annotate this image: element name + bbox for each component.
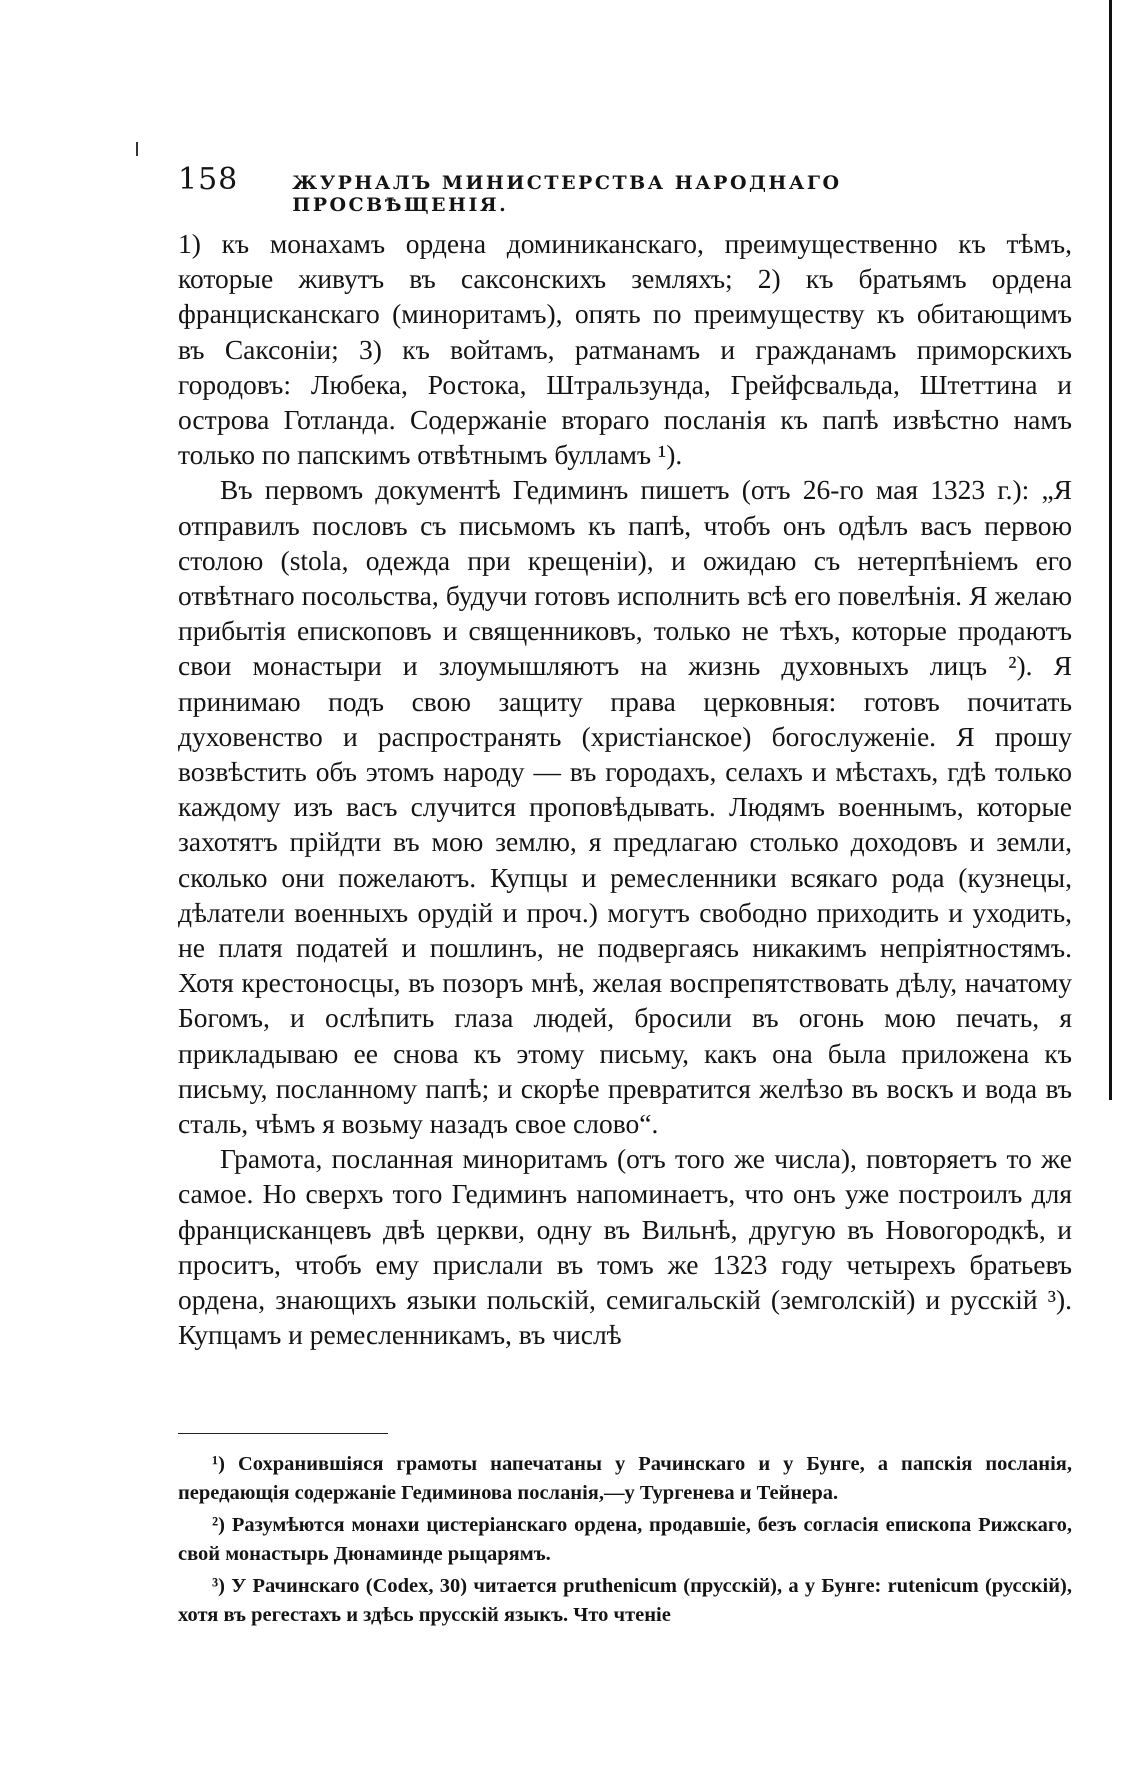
scan-edge-line — [1109, 0, 1112, 1100]
running-title: ЖУРНАЛЪ МИНИСТЕРСТВА НАРОДНАГО ПРОСВѢЩЕНІЯ. — [292, 172, 842, 216]
scan-mark — [136, 142, 138, 156]
paragraph-1: 1) къ монахамъ ордена доминиканскаго, преимущественно къ тѣмъ, которые живутъ въ саксонскихъ земляхъ; 2) къ братьямъ ордена францисканскаго (миноритамъ), опять по преимуществу къ обитающимъ въ Саксоніи; 3) къ войтамъ, ратманамъ и гражданамъ приморскихъ городовъ: Любека, Ростока, Штральзунда, Грейфсвальда, Штеттина и острова Готланда. Содержаніе втораго посланія къ папѣ извѣстно намъ только по папскимъ отвѣтнымъ булламъ ¹). — [178, 228, 1072, 471]
footnote-2: ²) Разумѣются монахи цистеріанскаго ордена, продавшіе, безъ согласія епископа Рижскаго, свой монастырь Дюнаминде рыцарямъ. — [178, 1514, 1072, 1565]
footnote-divider — [178, 1433, 388, 1434]
page-header — [178, 162, 958, 216]
footnote-3: ³) У Рачинскаго (Codex, 30) читается pruthenicum (прусскій), а у Бунге: rutenicum (русскій), хотя въ регестахъ и здѣсь прусскій языкъ. Что чтеніе — [178, 1575, 1072, 1626]
paragraph-3: Грамота, посланная миноритамъ (отъ того же числа), повторяетъ то же самое. Но сверхъ того Гедиминъ напоминаетъ, что онъ уже построилъ для францисканцевъ двѣ церкви, одну въ Вильнѣ, другую въ Новогородкѣ, и проситъ, чтобъ ему прислали въ томъ же 1323 году четырехъ братьевъ ордена, знающихъ языки польскій, семигальскій (земголскій) и русскій ³). Купцамъ и ремесленникамъ, въ числѣ — [178, 1143, 1072, 1351]
paragraph-2: Въ первомъ документѣ Гедиминъ пишетъ (отъ 26-го мая 1323 г.): „Я отправилъ пословъ съ письмомъ къ папѣ, чтобъ онъ одѣлъ васъ первою столою (stola, одежда при крещеніи), и ожидаю съ нетерпѣніемъ его отвѣтнаго посольства, будучи готовъ исполнить всѣ его повелѣнія. Я желаю прибытія епископовъ и священниковъ, только не тѣхъ, которые продаютъ свои монастыри и злоумышляютъ на жизнь духовныхъ лицъ ²). Я принимаю подъ свою защиту права церковныя: готовъ почитать духовенство и распространять (христіанское) богослуженіе. Я прошу возвѣстить объ этомъ народу — въ городахъ, селахъ и мѣстахъ, гдѣ только каждому изъ васъ случится проповѣдывать. Людямъ военнымъ, которые захотятъ прійдти въ мою землю, я предлагаю столько доходовъ и земли, сколько они пожелаютъ. Купцы и ремесленники всякаго рода (кузнецы, дѣлатели военныхъ орудій и проч.) могутъ свободно приходить и уходить, не платя податей и пошлинъ, не подвергаясь никакимъ непріятностямъ. Хотя крестоносцы, въ позоръ мнѣ, желая воспрепятствовать дѣлу, начатому Богомъ, и ослѣпить глаза людей, бросили въ огонь мою печать, я прикладываю ее снова къ этому письму, какъ она была приложена къ письму, посланному папѣ; и скорѣе превратится желѣзо въ воскъ и вода въ сталь, чѣмъ я возьму назадъ свое слово“. — [178, 474, 1072, 1140]
footnotes — [178, 1450, 1072, 1634]
footnote-1: ¹) Сохранившіяся грамоты напечатаны у Рачинскаго и у Бунге, а папскія посланія, передающія содержаніе Гедиминова посланія,—у Тургенева и Тейнера. — [178, 1453, 1072, 1504]
page-number: 158 — [178, 162, 239, 197]
body-text — [178, 226, 1072, 1353]
